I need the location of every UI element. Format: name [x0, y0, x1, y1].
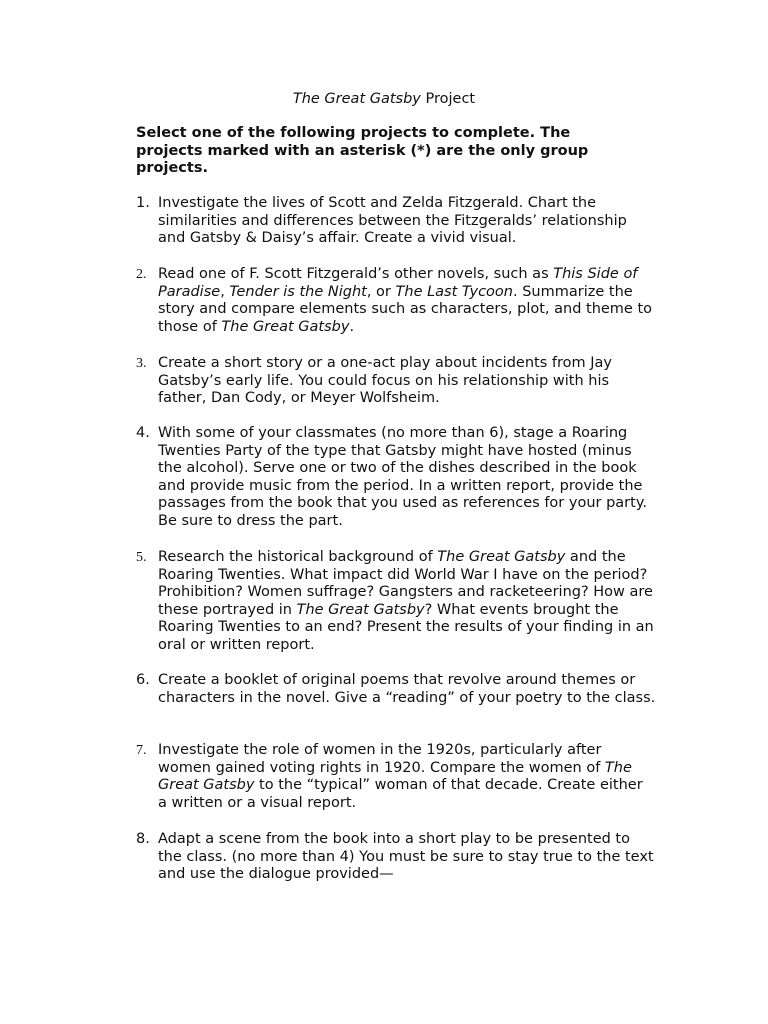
description-text: Research the historical background of — [158, 549, 438, 565]
book-title-text: The Last Tycoon — [395, 283, 513, 300]
title-suffix: Project — [420, 91, 476, 107]
description-text: . Summarize the story and compare elements such as characters, plot, and theme to those of — [158, 283, 653, 335]
project-description — [158, 742, 656, 812]
project-item-5 — [136, 549, 656, 655]
project-number: 1. — [136, 195, 150, 211]
description-text: . — [349, 318, 355, 335]
description-text: Create a booklet of original poems that revolve around themes or characters in the novel. Give a “reading” of your poetry to the class. — [158, 672, 656, 706]
project-description — [158, 355, 656, 408]
project-description — [158, 549, 656, 655]
project-number: 2. — [136, 267, 147, 282]
project-number: 8. — [136, 831, 150, 847]
project-number: 4. — [136, 425, 150, 441]
project-item-2 — [136, 266, 656, 336]
book-title-text: Tender is the Night — [229, 283, 367, 300]
instructions-paragraph: Select one of the following projects to complete. The projects marked with an asterisk (*) are the only group projects. — [136, 125, 589, 176]
book-title-text: The Great Gatsby — [221, 318, 350, 335]
project-item-1 — [136, 195, 656, 248]
project-description — [158, 266, 656, 336]
description-text: Investigate the lives of Scott and Zelda Fitzgerald. Chart the similarities and differences between the Fitzgeralds’ relationship and Gatsby & Daisy’s affair. Create a vivid visual. — [158, 195, 627, 247]
description-text: Create a short story or a one-act play about incidents from Jay Gatsby’s early life. You could focus on his relationship with his father, Dan Cody, or Meyer Wolfsheim. — [158, 355, 612, 407]
project-item-3 — [136, 355, 656, 408]
project-description — [158, 672, 656, 707]
project-item-7 — [136, 742, 656, 812]
book-title-text: The Great Gatsby — [158, 759, 632, 794]
description-text: Investigate the role of women in the 1920s, particularly after women gained voting rights in 1920. Compare the women of — [158, 742, 605, 776]
project-item-4 — [136, 425, 656, 531]
project-number: 6. — [136, 672, 150, 688]
project-item-6 — [136, 672, 656, 707]
description-text: ? What events brought the Roaring Twenties to an end? Present the results of your finding in an oral or written report. — [158, 601, 654, 653]
project-description — [158, 831, 656, 884]
project-description — [158, 425, 656, 531]
project-number: 5. — [136, 550, 147, 565]
description-text: With some of your classmates (no more than 6), stage a Roaring Twenties Party of the type that Gatsby might have hosted (minus the alcohol). Serve one or two of the dishes described in the book and provide music from the period. In a written report, provide the passages from the book that you used as references for your party. Be sure to dress the part. — [158, 425, 647, 529]
description-text: Read one of F. Scott Fitzgerald’s other novels, such as — [158, 266, 554, 282]
book-title-text: The Great Gatsby — [437, 549, 566, 565]
book-title-text: The Great Gatsby — [296, 601, 425, 618]
project-number: 3. — [136, 356, 147, 371]
project-number: 7. — [136, 743, 147, 758]
title-book-name: The Great Gatsby — [292, 91, 421, 107]
description-text: Adapt a scene from the book into a short play to be presented to the class. (no more than 4) You must be sure to stay true to the text and use the dialogue provided— — [158, 831, 654, 883]
description-text: , or — [366, 283, 396, 300]
project-description — [158, 195, 656, 248]
book-title-text: This Side of Paradise — [158, 266, 638, 300]
description-text: and the Roaring Twenties. What impact did World War I have on the period? Prohibition? Women suffrage? Gangsters and racketeering? How are these portrayed in — [158, 549, 653, 618]
description-text: , — [220, 283, 230, 300]
description-text: to the “typical” woman of that decade. Create either a written or a visual report. — [158, 777, 643, 811]
project-item-8 — [136, 831, 656, 884]
